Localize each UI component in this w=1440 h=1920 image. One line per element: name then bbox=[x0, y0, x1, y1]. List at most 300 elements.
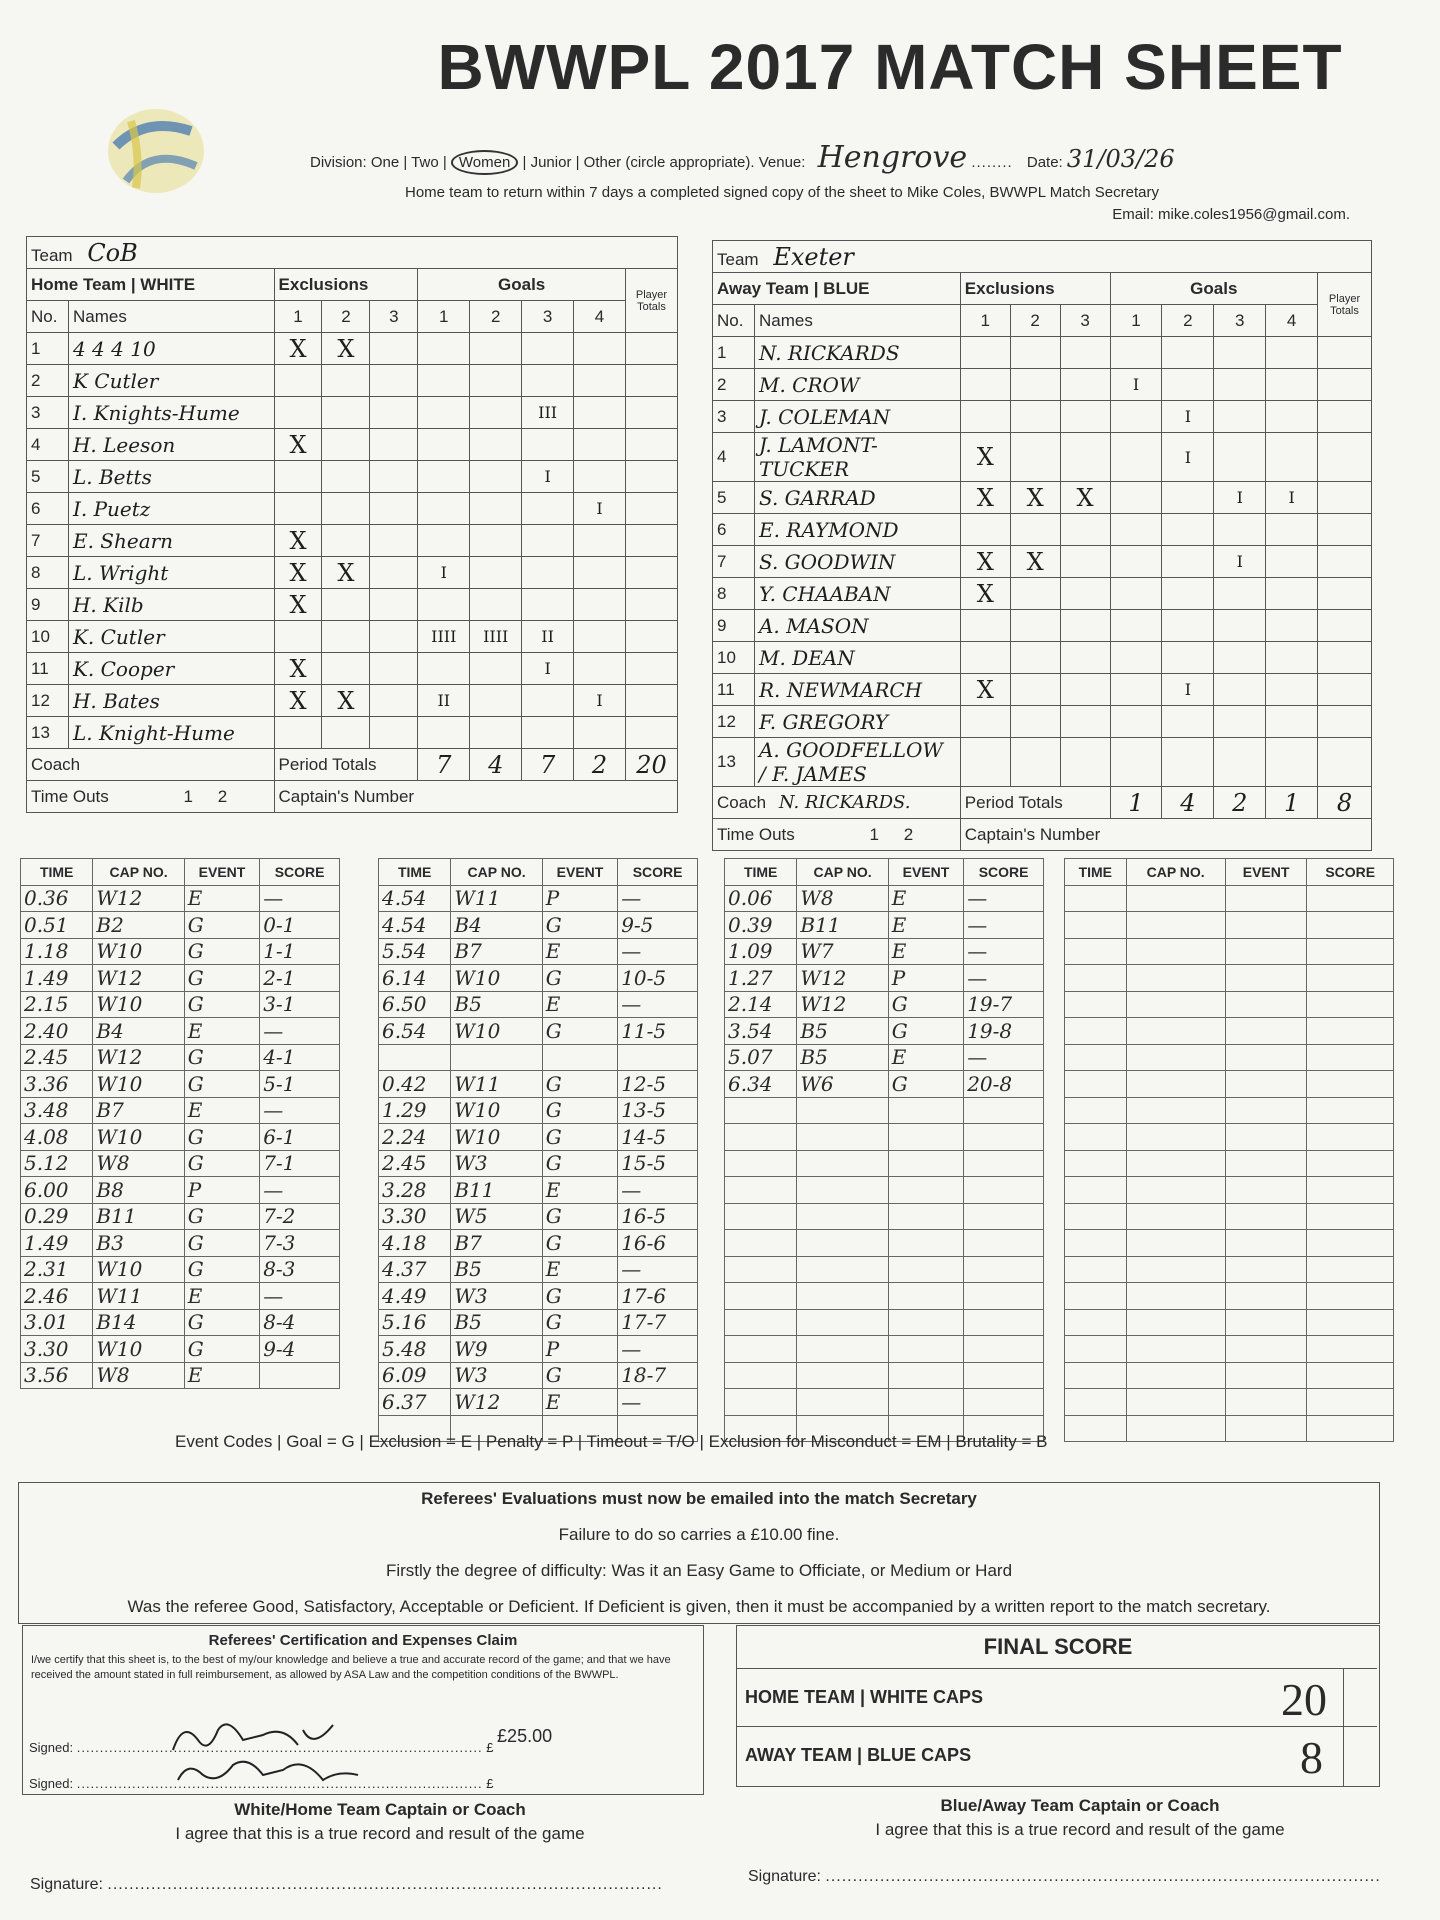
away-player-row bbox=[713, 401, 1372, 433]
log-event bbox=[888, 1097, 963, 1124]
log-score bbox=[1307, 912, 1394, 939]
away-grand-total: 8 bbox=[1318, 787, 1372, 819]
log-time: 4.54 bbox=[379, 885, 451, 912]
log-event bbox=[1225, 1362, 1307, 1389]
log-cap-no bbox=[1126, 1415, 1225, 1442]
log-score: — bbox=[260, 1097, 340, 1124]
log-time: 2.14 bbox=[725, 991, 797, 1018]
log-time: 3.48 bbox=[21, 1097, 93, 1124]
player-number: 2 bbox=[713, 369, 755, 401]
log-cap-no: W3 bbox=[451, 1362, 542, 1389]
log-event bbox=[1225, 1309, 1307, 1336]
log-time bbox=[725, 1362, 797, 1389]
goal-tally bbox=[1266, 610, 1318, 642]
log-entry-row bbox=[21, 1283, 340, 1310]
player-number: 4 bbox=[27, 429, 69, 461]
log-cap-no bbox=[797, 1124, 888, 1151]
log-time: 3.30 bbox=[379, 1203, 451, 1230]
player-name: E. RAYMOND bbox=[754, 514, 960, 546]
exclusion-mark bbox=[274, 493, 322, 525]
goal-tally bbox=[1266, 401, 1318, 433]
log-entry-row bbox=[1065, 965, 1394, 992]
log-event: P bbox=[542, 885, 617, 912]
log-time: 0.51 bbox=[21, 912, 93, 939]
log-entry-row bbox=[21, 1256, 340, 1283]
log-score: 16-5 bbox=[618, 1203, 698, 1230]
player-name: L. Knight-Hume bbox=[68, 717, 274, 749]
goal-tally: I bbox=[1266, 482, 1318, 514]
goal-tally bbox=[470, 525, 522, 557]
exclusion-mark: X bbox=[322, 557, 370, 589]
log-event: G bbox=[542, 1203, 617, 1230]
goal-tally bbox=[1214, 433, 1266, 482]
log-entry-row bbox=[379, 1124, 698, 1151]
log-cap-no bbox=[451, 1044, 542, 1071]
goal-tally: I bbox=[418, 557, 470, 589]
goal-tally bbox=[1162, 546, 1214, 578]
exclusion-mark bbox=[1060, 401, 1110, 433]
home-signature-line[interactable]: Signature: ...................................................................................................... bbox=[30, 1876, 663, 1893]
log-time: 6.09 bbox=[379, 1362, 451, 1389]
goal-tally bbox=[418, 397, 470, 429]
log-cap-no bbox=[1126, 991, 1225, 1018]
log-cap-no bbox=[1126, 1044, 1225, 1071]
player-number: 5 bbox=[713, 482, 755, 514]
referee-certification-box: Referees' Certification and Expenses Claim I/we certify that this sheet is, to the best of my/our knowledge and believe a true and accurate record of the game; and that we have received the amount stated in full reimbursement, as allowed by ASA Law and the competition conditions of the BWWPL. Signed: ........................................................................................ £ £25.00 Signed: ........................................................................................ £ bbox=[22, 1625, 704, 1795]
log-entry-row bbox=[725, 885, 1044, 912]
exclusion-mark bbox=[370, 493, 418, 525]
player-number: 7 bbox=[713, 546, 755, 578]
log-event: G bbox=[184, 1230, 259, 1257]
log-score: — bbox=[618, 938, 698, 965]
log-event bbox=[1225, 938, 1307, 965]
log-time: 3.28 bbox=[379, 1177, 451, 1204]
log-cap-no: B8 bbox=[93, 1177, 184, 1204]
log-score: 1-1 bbox=[260, 938, 340, 965]
goal-tally bbox=[470, 365, 522, 397]
goal-tally bbox=[418, 653, 470, 685]
log-entry-row bbox=[379, 1044, 698, 1071]
log-event: G bbox=[184, 912, 259, 939]
event-log-2 bbox=[378, 858, 698, 1442]
home-player-row bbox=[27, 397, 678, 429]
log-entry-row bbox=[725, 1362, 1044, 1389]
log-entry-row bbox=[21, 1203, 340, 1230]
goal-tally bbox=[1110, 706, 1162, 738]
log-time: 4.37 bbox=[379, 1256, 451, 1283]
log-time: 3.36 bbox=[21, 1071, 93, 1098]
goal-tally bbox=[1110, 482, 1162, 514]
player-total bbox=[625, 653, 677, 685]
log-cap-no: W10 bbox=[451, 1124, 542, 1151]
log-cap-no: W12 bbox=[797, 965, 888, 992]
log-time bbox=[725, 1097, 797, 1124]
exclusion-mark bbox=[370, 365, 418, 397]
exclusion-mark bbox=[370, 557, 418, 589]
log-score bbox=[1307, 1415, 1394, 1442]
log-event bbox=[1225, 1415, 1307, 1442]
division-venue-line: Division: One | Two | Women | Junior | Other (circle appropriate). Venue: Hengrove ........ Date: 31/03/26 bbox=[310, 140, 1175, 175]
goal-tally bbox=[1162, 514, 1214, 546]
exclusion-mark bbox=[1010, 337, 1060, 369]
exclusion-mark bbox=[1060, 433, 1110, 482]
goal-tally bbox=[1162, 610, 1214, 642]
goal-tally bbox=[1214, 578, 1266, 610]
log-cap-no: W12 bbox=[797, 991, 888, 1018]
log-event bbox=[888, 1283, 963, 1310]
exclusion-mark: X bbox=[274, 333, 322, 365]
goal-tally bbox=[1110, 610, 1162, 642]
exclusion-mark bbox=[1010, 674, 1060, 706]
player-number: 8 bbox=[27, 557, 69, 589]
exclusion-mark bbox=[1060, 642, 1110, 674]
goal-tally bbox=[1110, 738, 1162, 787]
log-event: G bbox=[542, 1309, 617, 1336]
log-time bbox=[725, 1256, 797, 1283]
player-name: L. Betts bbox=[68, 461, 274, 493]
log-cap-no: W8 bbox=[93, 1362, 184, 1389]
log-time bbox=[1065, 991, 1127, 1018]
log-score: — bbox=[260, 1177, 340, 1204]
log-entry-row bbox=[1065, 1336, 1394, 1363]
log-event: E bbox=[888, 1044, 963, 1071]
log-cap-no: B3 bbox=[93, 1230, 184, 1257]
goal-tally bbox=[574, 429, 626, 461]
log-cap-no bbox=[797, 1362, 888, 1389]
goal-tally bbox=[418, 429, 470, 461]
player-number: 1 bbox=[27, 333, 69, 365]
log-score bbox=[1307, 1283, 1394, 1310]
log-time: 5.07 bbox=[725, 1044, 797, 1071]
log-score bbox=[1307, 1071, 1394, 1098]
log-score: 9-5 bbox=[618, 912, 698, 939]
log-time bbox=[725, 1309, 797, 1336]
goal-tally bbox=[1162, 642, 1214, 674]
log-time bbox=[1065, 1097, 1127, 1124]
player-name: S. GOODWIN bbox=[754, 546, 960, 578]
goal-tally bbox=[522, 429, 574, 461]
exclusion-mark bbox=[1010, 401, 1060, 433]
log-event bbox=[888, 1336, 963, 1363]
log-event: E bbox=[184, 1018, 259, 1045]
home-grand-total: 20 bbox=[625, 749, 677, 781]
home-player-row bbox=[27, 333, 678, 365]
log-time bbox=[1065, 1362, 1127, 1389]
player-number: 12 bbox=[27, 685, 69, 717]
goal-tally bbox=[1266, 706, 1318, 738]
log-cap-no: W10 bbox=[93, 938, 184, 965]
home-player-row bbox=[27, 621, 678, 653]
log-cap-no bbox=[1126, 938, 1225, 965]
log-cap-no bbox=[797, 1283, 888, 1310]
log-cap-no: B4 bbox=[93, 1018, 184, 1045]
goal-tally bbox=[1214, 706, 1266, 738]
goal-tally: I bbox=[1214, 482, 1266, 514]
log-cap-no: B7 bbox=[451, 1230, 542, 1257]
log-score: 20-8 bbox=[964, 1071, 1044, 1098]
exclusion-mark bbox=[370, 589, 418, 621]
log-score: — bbox=[964, 938, 1044, 965]
log-cap-no bbox=[1126, 1256, 1225, 1283]
goal-tally: III bbox=[522, 397, 574, 429]
goal-tally bbox=[522, 493, 574, 525]
log-entry-row bbox=[1065, 912, 1394, 939]
log-score: 0-1 bbox=[260, 912, 340, 939]
event-codes-legend: Event Codes | Goal = G | Exclusion = E | Penalty = P | Timeout = T/O | Exclusion for Misconduct = EM | Brutality = B bbox=[175, 1432, 1048, 1451]
log-entry-row bbox=[725, 1230, 1044, 1257]
log-header-row: TIME CAP NO. EVENT SCORE bbox=[379, 859, 698, 886]
player-total bbox=[1318, 433, 1372, 482]
log-score: 7-3 bbox=[260, 1230, 340, 1257]
log-entry-row bbox=[1065, 1203, 1394, 1230]
home-period-total-4: 2 bbox=[574, 749, 626, 781]
home-captain-agreement: White/Home Team Captain or Coach I agree that this is a true record and result of the game bbox=[175, 1800, 585, 1843]
log-time: 3.30 bbox=[21, 1336, 93, 1363]
player-number: 2 bbox=[27, 365, 69, 397]
player-name: J. LAMONT-TUCKER bbox=[754, 433, 960, 482]
log-event bbox=[888, 1256, 963, 1283]
exclusion-mark bbox=[274, 397, 322, 429]
log-event bbox=[1225, 1097, 1307, 1124]
player-name: J. COLEMAN bbox=[754, 401, 960, 433]
event-log-3 bbox=[724, 858, 1044, 1442]
log-score bbox=[964, 1177, 1044, 1204]
log-event: G bbox=[542, 1018, 617, 1045]
log-entry-row bbox=[379, 1203, 698, 1230]
goal-tally bbox=[470, 557, 522, 589]
log-score: 8-4 bbox=[260, 1309, 340, 1336]
exclusion-mark: X bbox=[960, 482, 1010, 514]
log-cap-no bbox=[1126, 1283, 1225, 1310]
log-score: 19-8 bbox=[964, 1018, 1044, 1045]
player-total bbox=[1318, 674, 1372, 706]
log-entry-row bbox=[21, 1362, 340, 1389]
log-cap-no: W12 bbox=[93, 965, 184, 992]
exclusion-mark bbox=[1010, 642, 1060, 674]
log-entry-row bbox=[379, 1309, 698, 1336]
log-entry-row bbox=[725, 1309, 1044, 1336]
home-player-row bbox=[27, 461, 678, 493]
goal-tally bbox=[418, 525, 470, 557]
log-event: E bbox=[184, 1097, 259, 1124]
log-event: G bbox=[542, 1362, 617, 1389]
log-cap-no: B5 bbox=[797, 1018, 888, 1045]
goal-tally bbox=[1214, 369, 1266, 401]
ball-logo-icon bbox=[96, 96, 216, 206]
goal-tally bbox=[1266, 514, 1318, 546]
log-cap-no bbox=[797, 1150, 888, 1177]
log-event: G bbox=[184, 938, 259, 965]
log-cap-no: W10 bbox=[93, 1256, 184, 1283]
away-player-row bbox=[713, 674, 1372, 706]
log-score: 4-1 bbox=[260, 1044, 340, 1071]
log-score bbox=[1307, 1203, 1394, 1230]
away-signature-line[interactable]: Signature: ...................................................................................................... bbox=[748, 1868, 1381, 1885]
exclusion-mark bbox=[960, 706, 1010, 738]
log-entry-row bbox=[725, 1071, 1044, 1098]
away-team-header: Away Team | BLUE bbox=[713, 273, 961, 305]
log-event: G bbox=[184, 965, 259, 992]
log-time: 2.31 bbox=[21, 1256, 93, 1283]
log-event bbox=[888, 1124, 963, 1151]
exclusion-mark bbox=[1060, 514, 1110, 546]
log-entry-row bbox=[21, 991, 340, 1018]
goal-tally: II bbox=[418, 685, 470, 717]
goal-tally bbox=[574, 589, 626, 621]
player-name: H. Leeson bbox=[68, 429, 274, 461]
log-score bbox=[1307, 1230, 1394, 1257]
log-event: G bbox=[184, 1044, 259, 1071]
log-event: E bbox=[184, 1362, 259, 1389]
log-score bbox=[1307, 1309, 1394, 1336]
exclusion-mark bbox=[322, 653, 370, 685]
log-entry-row bbox=[1065, 1283, 1394, 1310]
log-time bbox=[1065, 1177, 1127, 1204]
exclusion-mark: X bbox=[274, 557, 322, 589]
log-time bbox=[725, 1150, 797, 1177]
goal-tally bbox=[1162, 369, 1214, 401]
log-score: — bbox=[964, 885, 1044, 912]
log-entry-row bbox=[21, 1044, 340, 1071]
player-total bbox=[625, 525, 677, 557]
log-entry-row bbox=[725, 1150, 1044, 1177]
player-name: K Cutler bbox=[68, 365, 274, 397]
goal-tally bbox=[1214, 738, 1266, 787]
goal-tally bbox=[1110, 433, 1162, 482]
log-entry-row bbox=[379, 1389, 698, 1416]
log-event: G bbox=[184, 1336, 259, 1363]
goal-tally bbox=[1266, 738, 1318, 787]
exclusion-mark bbox=[322, 429, 370, 461]
log-score bbox=[964, 1336, 1044, 1363]
home-exclusions-header: Exclusions bbox=[274, 269, 418, 301]
log-event: G bbox=[542, 965, 617, 992]
log-cap-no bbox=[1126, 1389, 1225, 1416]
home-period-total-3: 7 bbox=[522, 749, 574, 781]
goal-tally bbox=[1110, 514, 1162, 546]
exclusion-mark bbox=[1060, 706, 1110, 738]
log-entry-row bbox=[1065, 1044, 1394, 1071]
log-entry-row bbox=[1065, 1018, 1394, 1045]
log-cap-no bbox=[1126, 1018, 1225, 1045]
goal-tally bbox=[1162, 337, 1214, 369]
log-score: 11-5 bbox=[618, 1018, 698, 1045]
log-entry-row bbox=[379, 1018, 698, 1045]
log-cap-no bbox=[1126, 1362, 1225, 1389]
log-time bbox=[1065, 938, 1127, 965]
expenses-amount: £25.00 bbox=[497, 1726, 553, 1746]
goal-tally bbox=[1266, 337, 1318, 369]
home-player-row bbox=[27, 653, 678, 685]
home-team-panel: Team CoB Home Team | WHITE Exclusions Goals Player Totals No. Names 1 2 3 1 2 3 4 1 4 4 4 10 X X 2 K Cutler 3 I. Knights-Hume III 4 H. Leeson X 5 L. Betts I 6 I. Puetz I 7 E. Shearn X 8 L. Wright X X I 9 H. Kilb X 10 K. Cutler IIII IIII II 11 K. Cooper X I 12 H. Bates X X II I 13 L. Knight-Hume Coach Period Totals 7 4 7 2 20 Time Outs 1 2 Captain's Number bbox=[26, 236, 678, 813]
home-player-row bbox=[27, 717, 678, 749]
log-time: 1.09 bbox=[725, 938, 797, 965]
log-time bbox=[1065, 1124, 1127, 1151]
goal-tally: I bbox=[574, 685, 626, 717]
player-name: M. CROW bbox=[754, 369, 960, 401]
log-time bbox=[1065, 1256, 1127, 1283]
log-cap-no: W12 bbox=[93, 1044, 184, 1071]
away-player-row bbox=[713, 482, 1372, 514]
log-score bbox=[964, 1150, 1044, 1177]
log-score: — bbox=[618, 1336, 698, 1363]
log-event: G bbox=[184, 1071, 259, 1098]
log-event: E bbox=[542, 938, 617, 965]
log-cap-no: B14 bbox=[93, 1309, 184, 1336]
log-time: 6.54 bbox=[379, 1018, 451, 1045]
exclusion-mark: X bbox=[274, 589, 322, 621]
log-entry-row bbox=[379, 1362, 698, 1389]
player-name: Y. CHAABAN bbox=[754, 578, 960, 610]
log-entry-row bbox=[725, 912, 1044, 939]
goal-tally bbox=[1266, 546, 1318, 578]
goal-tally bbox=[470, 429, 522, 461]
log-cap-no: W3 bbox=[451, 1283, 542, 1310]
away-period-total-3: 2 bbox=[1214, 787, 1266, 819]
log-event: G bbox=[542, 912, 617, 939]
log-entry-row bbox=[1065, 1124, 1394, 1151]
exclusion-mark bbox=[370, 397, 418, 429]
log-entry-row bbox=[379, 1071, 698, 1098]
log-cap-no: B7 bbox=[93, 1097, 184, 1124]
log-score: 3-1 bbox=[260, 991, 340, 1018]
log-score bbox=[1307, 938, 1394, 965]
player-name: M. DEAN bbox=[754, 642, 960, 674]
exclusion-mark bbox=[960, 610, 1010, 642]
home-player-row bbox=[27, 525, 678, 557]
log-time bbox=[725, 1177, 797, 1204]
log-time bbox=[1065, 912, 1127, 939]
exclusion-mark bbox=[1060, 546, 1110, 578]
log-entry-row bbox=[725, 991, 1044, 1018]
player-name: N. RICKARDS bbox=[754, 337, 960, 369]
exclusion-mark bbox=[322, 461, 370, 493]
log-entry-row bbox=[379, 991, 698, 1018]
log-cap-no bbox=[1126, 1071, 1225, 1098]
exclusion-mark bbox=[960, 337, 1010, 369]
log-entry-row bbox=[21, 912, 340, 939]
log-score bbox=[1307, 1018, 1394, 1045]
log-header-row: TIME CAP NO. EVENT SCORE bbox=[725, 859, 1044, 886]
log-entry-row bbox=[1065, 1362, 1394, 1389]
player-total bbox=[1318, 706, 1372, 738]
log-entry-row bbox=[725, 965, 1044, 992]
log-cap-no bbox=[797, 1389, 888, 1416]
player-total bbox=[1318, 401, 1372, 433]
exclusion-mark bbox=[370, 653, 418, 685]
referee-evaluation-box: Referees' Evaluations must now be emailed into the match Secretary Failure to do so carries a £10.00 fine. Firstly the degree of difficulty: Was it an Easy Game to Officiate, or Medium or Hard Was the referee Good, Satisfactory, Acceptable or Deficient. If Deficient is given, then it must be accompanied by a written report to the match secretary. bbox=[18, 1482, 1380, 1624]
home-final-label: HOME TEAM | WHITE CAPS bbox=[745, 1687, 984, 1707]
log-time: 1.49 bbox=[21, 965, 93, 992]
exclusion-mark bbox=[1010, 738, 1060, 787]
log-cap-no: W11 bbox=[93, 1283, 184, 1310]
away-player-totals-header: Player Totals bbox=[1318, 273, 1372, 337]
log-entry-row bbox=[21, 1097, 340, 1124]
log-event bbox=[888, 1362, 963, 1389]
log-time bbox=[725, 1283, 797, 1310]
log-entry-row bbox=[725, 1336, 1044, 1363]
log-time bbox=[1065, 965, 1127, 992]
player-number: 11 bbox=[713, 674, 755, 706]
log-score: 17-6 bbox=[618, 1283, 698, 1310]
log-score: 7-1 bbox=[260, 1150, 340, 1177]
log-time bbox=[1065, 1415, 1127, 1442]
player-total bbox=[625, 333, 677, 365]
log-entry-row bbox=[21, 938, 340, 965]
log-score: 10-5 bbox=[618, 965, 698, 992]
log-cap-no: W5 bbox=[451, 1203, 542, 1230]
goal-tally bbox=[418, 589, 470, 621]
